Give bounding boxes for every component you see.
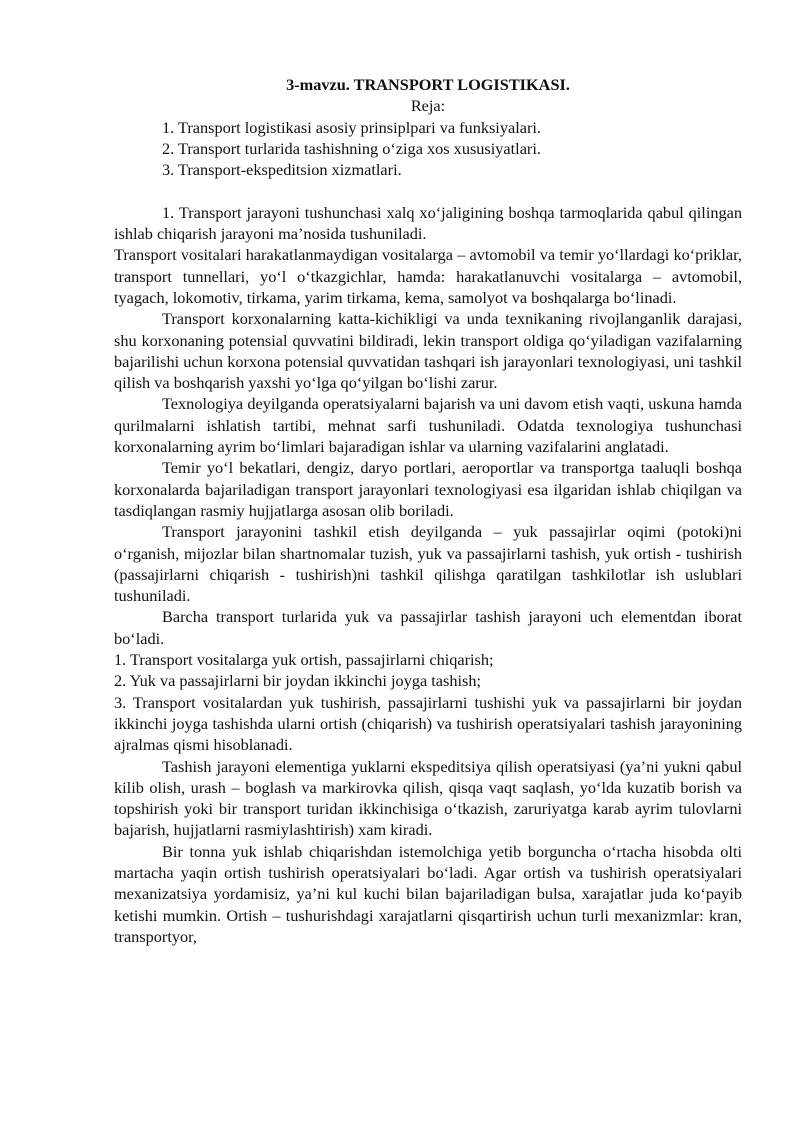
- plan-item-3: 3. Transport-ekspeditsion xizmatlari.: [162, 160, 402, 180]
- document-page: [114, 74, 742, 947]
- paragraph-enterprise-capacity: Transport korxonalarning katta-kichikligi va unda texnikaning rivojlanganlik darajasi, shu korxonaning potensial quvvatini bildiradi, lekin transport oldiga qo‘yiladigan vazifalarning bajarilishi uchun korxona potensial quvvatidan tashqari ish jarayonlari texnologiyasi, uni tashkil qilish va boshqarish yaxshi yo‘lga qo‘yilgan bo‘lishi zarur.: [114, 309, 742, 393]
- plan-item-1: 1. Transport logistikasi asosiy prinsiplpari va funksiyalari.: [162, 117, 541, 137]
- paragraph-one-tonne: Bir tonna yuk ishlab chiqarishdan istemolchiga yetib borguncha o‘rtacha hisobda olti martacha yaqin ortish tushirish operatsiyalari bo‘ladi. Agar ortish va tushirish operatsiyalari mexanizatsiya yordamisiz, ya’ni kul kuchi bilan bajariladigan bulsa, xarajatlar juda ko‘payib ketishi mumkin. Ortish – tushurishdagi xarajatlarni qisqartirish uchun turli mexanizmlar: kran, transportyor,: [114, 841, 742, 946]
- paragraph-expedition: Tashish jarayoni elementiga yuklarni ekspeditsiya qilish operatsiyasi (ya’ni yukni qabul kilib olish, urash – boglash va markirovka qilish, qisqa vaqt saqlash, yo‘lda kuzatib borish va topshirish yoki bir transport turidan ikkinchisiga o‘tkazish, zaruriyatga karab ayrim tulovlarni bajarish, hujjatlarni rasmiylashtirish) xam kiradi.: [114, 756, 742, 840]
- page-title: 3-mavzu. TRANSPORT LOGISTIKASI.: [286, 75, 570, 94]
- list-item-carriage: 2. Yuk va passajirlarni bir joydan ikkinchi joyga tashish;: [114, 671, 482, 691]
- plan-heading: Reja:: [410, 96, 446, 116]
- paragraph-process-organization: Transport jarayonini tashkil etish deyilganda – yuk passajirlar oqimi (potoki)ni o‘rganish, mijozlar bilan shartnomalar tuzish, yuk va passajirlarni tashish, yuk ortish - tushirish (passajirlarni chiqarish - tushirish)ni tashkil qilishga qaratilgan tashkilotlar ish uslublari tushuniladi.: [114, 522, 742, 606]
- paragraph-stations-ports: Temir yo‘l bekatlari, dengiz, daryo portlari, aeroportlar va transportga taaluqli boshqa korxonalarda bajariladigan transport jarayonlari texnologiyasi esa ilgaridan ishlab chiqilgan va tasdiqlangan rasmiy hujjatlarga asosan olib boriladi.: [114, 458, 742, 520]
- plan-item-2: 2. Transport turlarida tashishning o‘ziga xos xususiyatlari.: [162, 138, 541, 158]
- paragraph-technology-definition: Texnologiya deyilganda operatsiyalarni bajarish va uni davom etish vaqti, uskuna hamda qurilmalarni ishlatish tartibi, mehnat sarfi tushuniladi. Odatda texnologiya tushunchasi korxonalarning ayrim bo‘limlari bajaradigan ishlar va ularning vazifalarini anglatadi.: [114, 394, 742, 457]
- paragraph-three-elements: Barcha transport turlarida yuk va passajirlar tashish jarayoni uch elementdan iborat bo‘ladi.: [114, 607, 742, 648]
- paragraph-transport-means: Transport vositalari harakatlanmaydigan vositalarga – avtomobil va temir yo‘llardagi ko‘priklar, transport tunnellari, yo‘l o‘tkazgichlar, hamda: harakatlanuvchi vositalarga – avtomobil, tyagach, lokomotiv, tirkama, yarim tirkama, kema, samolyot va boshqalarga bo‘linadi.: [114, 245, 742, 307]
- list-item-unloading: 3. Transport vositalardan yuk tushirish, passajirlarni tushishi yuk va passajirlarni bir joydan ikkinchi joyga tashishda ularni ortish (chiqarish) va tushirish operatsiyalari tashish jarayonining ajralmas qismi hisoblanadi.: [114, 692, 742, 755]
- blank-line: [114, 180, 742, 201]
- list-item-loading: 1. Transport vositalarga yuk ortish, passajirlarni chiqarish;: [114, 650, 494, 670]
- paragraph-transport-process: 1. Transport jarayoni tushunchasi xalq xo‘jaligining boshqa tarmoqlarida qabul qilingan ishlab chiqarish jarayoni ma’nosida tushuniladi.: [114, 202, 742, 244]
